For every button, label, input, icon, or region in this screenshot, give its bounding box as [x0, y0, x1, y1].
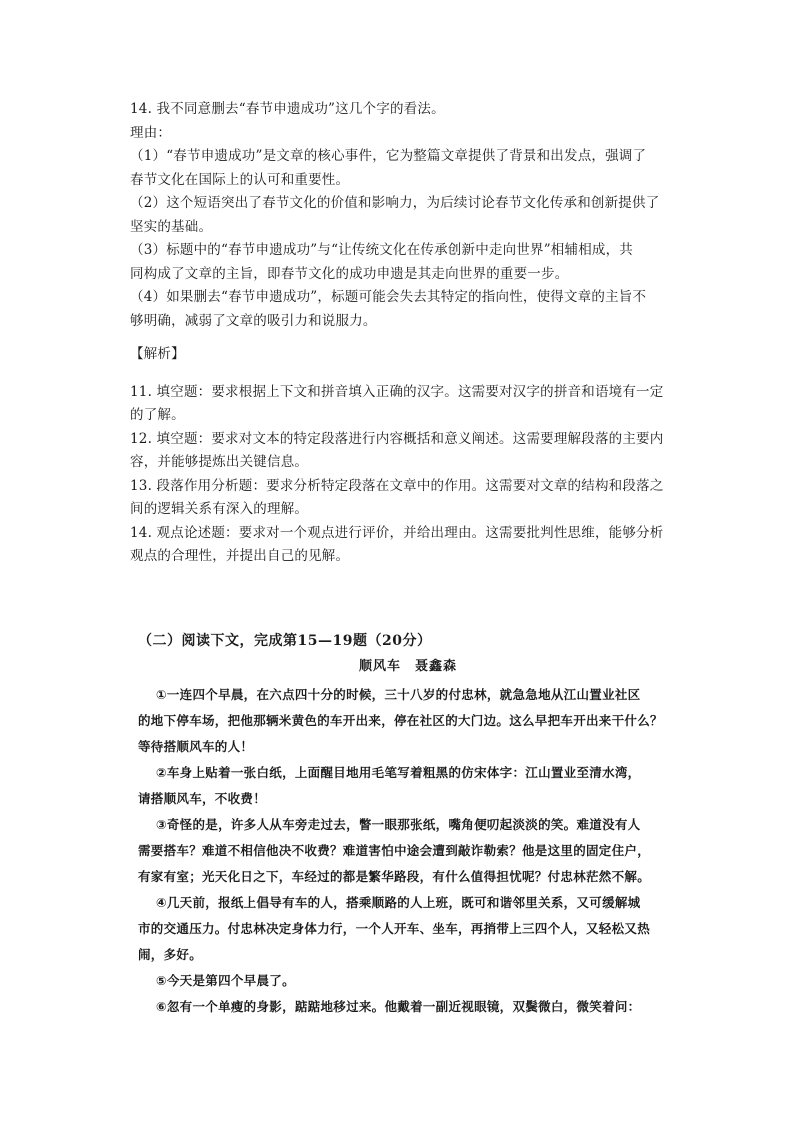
story-line: ②车身上贴着一张白纸，上面醒目地用毛笔写着粗黑的仿宋体字：江山置业至清水湾，	[156, 765, 641, 780]
story-title: 顺风车	[358, 659, 401, 674]
reason-item	[130, 192, 682, 239]
story-line: ③奇怪的是，许多人从车旁走过去，瞥一眼那张纸，嘴角便叨起淡淡的笑。难道没有人	[156, 817, 641, 832]
analysis-section	[130, 343, 682, 569]
reason-item	[130, 239, 682, 286]
story-author: 聂鑫森	[415, 659, 458, 674]
reason-line: 够明确，减弱了文章的吸引力和说服力。	[130, 312, 377, 329]
analysis-item	[130, 381, 682, 428]
story-line: 等待搭顺风车的人！	[138, 739, 254, 754]
story-line: ①一连四个早晨，在六点四十分的时候，三十八岁的付忠林，就急急地从江山置业社区	[156, 687, 641, 702]
reason-line: 同构成了文章的主旨，即春节文化的成功申遗是其走向世界的重要一步。	[130, 265, 569, 282]
reason-line: 春节文化在国际上的认可和重要性。	[130, 171, 350, 188]
reading-section	[138, 630, 678, 1020]
story-line: ⑥忽有一个单瘦的身影，踮踮地移过来。他戴着一副近视眼镜，双鬓微白，微笑着问：	[156, 999, 641, 1014]
analysis-line: 11. 填空题：要求根据上下文和拼音填入正确的汉字。这需要对汉字的拼音和语境有一定	[130, 383, 664, 400]
analysis-line: 容，并能够提炼出关键信息。	[130, 454, 309, 470]
analysis-item	[130, 475, 682, 522]
answer-section	[130, 98, 682, 333]
story-paragraph	[138, 682, 678, 760]
story-paragraph	[138, 890, 678, 968]
story-paragraph	[138, 968, 678, 994]
story-line: ⑤今天是第四个早晨了。	[156, 973, 295, 988]
analysis-line: 间的逻辑关系有深入的理解。	[130, 501, 309, 517]
analysis-line: 14. 观点论述题：要求对一个观点进行评价，并给出理由。这需要批判性思维，能够分析	[130, 524, 664, 541]
story-line: 市的交通压力。付忠林决定身体力行，一个人开车、坐车，再捎带上三四个人，又轻松又热	[138, 921, 651, 936]
reason-line: （4）如果删去“春节申遗成功”，标题可能会失去其特定的指向性，使得文章的主旨不	[130, 289, 647, 305]
analysis-line: 的了解。	[130, 407, 185, 423]
reason-item	[130, 286, 682, 333]
analysis-line: 13. 段落作用分析题：要求分析特定段落在文章中的作用。这需要对文章的结构和段落之	[130, 477, 664, 494]
reading-heading: （二）阅读下文，完成第15—19题（20分）	[138, 633, 432, 649]
story-line: 请搭顺风车，不收费！	[138, 791, 267, 806]
analysis-tag: 【解析】	[130, 346, 185, 362]
story-paragraph	[138, 812, 678, 890]
story-paragraph	[138, 760, 678, 812]
analysis-line: 观点的合理性，并提出自己的见解。	[130, 548, 350, 564]
analysis-item	[130, 522, 682, 569]
story-paragraph	[138, 994, 678, 1020]
reason-line: （3）标题中的“春节申遗成功”与“让传统文化在传承创新中走向世界”相辅相成，共	[130, 242, 633, 258]
analysis-line: 12. 填空题：要求对文本的特定段落进行内容概括和意义阐述。这需要理解段落的主要内	[130, 430, 664, 447]
analysis-item	[130, 428, 682, 475]
reason-line: （1）“春节申遗成功”是文章的核心事件，它为整篇文章提供了背景和出发点，强调了	[130, 148, 647, 164]
story-line: 需要搭车？难道不相信他决不收费？难道害怕中途会遭到敲诈勒索？他是这里的固定住户，	[138, 843, 651, 858]
story-line: 的地下停车场，把他那辆米黄色的车开出来，停在社区的大门边。这么早把车开出来干什么？	[138, 713, 663, 728]
story-line: ④几天前，报纸上倡导有车的人，搭乘顺路的人上班，既可和谐邻里关系，又可缓解城	[156, 895, 641, 910]
story-line: 闹，多好。	[138, 947, 203, 962]
reason-label: 理由：	[130, 124, 172, 141]
reason-line: （2）这个短语突出了春节文化的价值和影响力，为后续讨论春节文化传承和创新提供了	[130, 195, 660, 211]
story-line: 有家有室；光天化日之下，车经过的都是繁华路段，有什么值得担忧呢？付忠林茫然不解。	[138, 869, 651, 884]
reason-item	[130, 145, 682, 192]
reason-line: 坚实的基础。	[130, 218, 213, 235]
story-title-line	[138, 656, 678, 678]
question-14-answer: 14. 我不同意删去“春节申遗成功”这几个字的看法。	[130, 101, 445, 117]
